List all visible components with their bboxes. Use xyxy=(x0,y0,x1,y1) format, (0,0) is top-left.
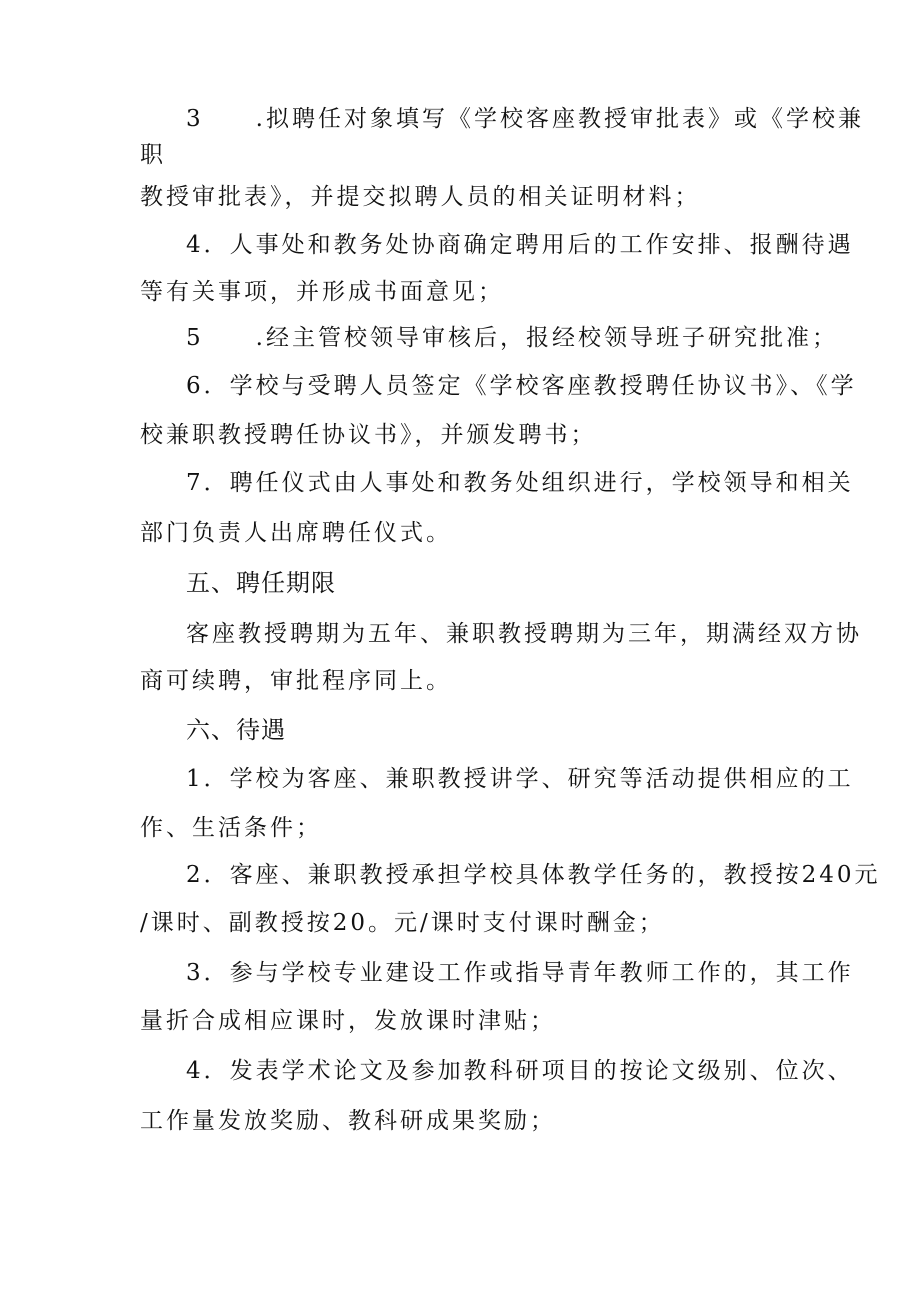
benefit-1-line-2: 作、生活条件； xyxy=(140,815,322,841)
benefit-4-line-2: 工作量发放奖励、教科研成果奖励； xyxy=(140,1108,556,1134)
section-five-line-1: 客座教授聘期为五年、兼职教授聘期为三年，期满经双方协 xyxy=(186,621,862,647)
benefit-3-line-1: 3．参与学校专业建设工作或指导青年教师工作的，其工作 xyxy=(186,960,854,986)
paragraph-3-line-3: 教授审批表》，并提交拟聘人员的相关证明材料； xyxy=(140,184,701,210)
section-five-heading: 五、聘任期限 xyxy=(186,569,336,597)
paragraph-7-line-2: 部门负责人出席聘任仪式。 xyxy=(140,520,452,546)
benefit-2-line-1: 2．客座、兼职教授承担学校具体教学任务的，教授按240元 xyxy=(186,862,881,888)
paragraph-6-line-1: 6．学校与受聘人员签定《学校客座教授聘任协议书》、《学 xyxy=(186,373,857,399)
paragraph-7-line-1: 7．聘任仪式由人事处和教务处组织进行，学校领导和相关 xyxy=(186,470,854,496)
benefit-2-line-2: /课时、副教授按20。元/课时支付课时酬金； xyxy=(140,910,665,936)
benefit-3-line-2: 量折合成相应课时，发放课时津贴； xyxy=(140,1008,556,1034)
section-five-line-2: 商可续聘，审批程序同上。 xyxy=(140,668,452,694)
paragraph-3-line-2: 职 xyxy=(140,142,166,168)
paragraph-5-line-1: 5 .经主管校领导审核后，报经校领导班子研究批准； xyxy=(186,325,838,351)
paragraph-6-line-2: 校兼职教授聘任协议书》，并颁发聘书； xyxy=(140,422,597,448)
benefit-1-line-1: 1．学校为客座、兼职教授讲学、研究等活动提供相应的工 xyxy=(186,766,854,792)
benefit-4-line-1: 4．发表学术论文及参加教科研项目的按论文级别、位次、 xyxy=(186,1058,854,1084)
paragraph-3-line-1: 3 .拟聘任对象填写《学校客座教授审批表》或《学校兼 xyxy=(186,106,864,132)
paragraph-4-line-1: 4．人事处和教务处协商确定聘用后的工作安排、报酬待遇 xyxy=(186,232,854,258)
section-six-heading: 六、待遇 xyxy=(186,716,286,744)
paragraph-4-line-2: 等有关事项，并形成书面意见； xyxy=(140,279,504,305)
